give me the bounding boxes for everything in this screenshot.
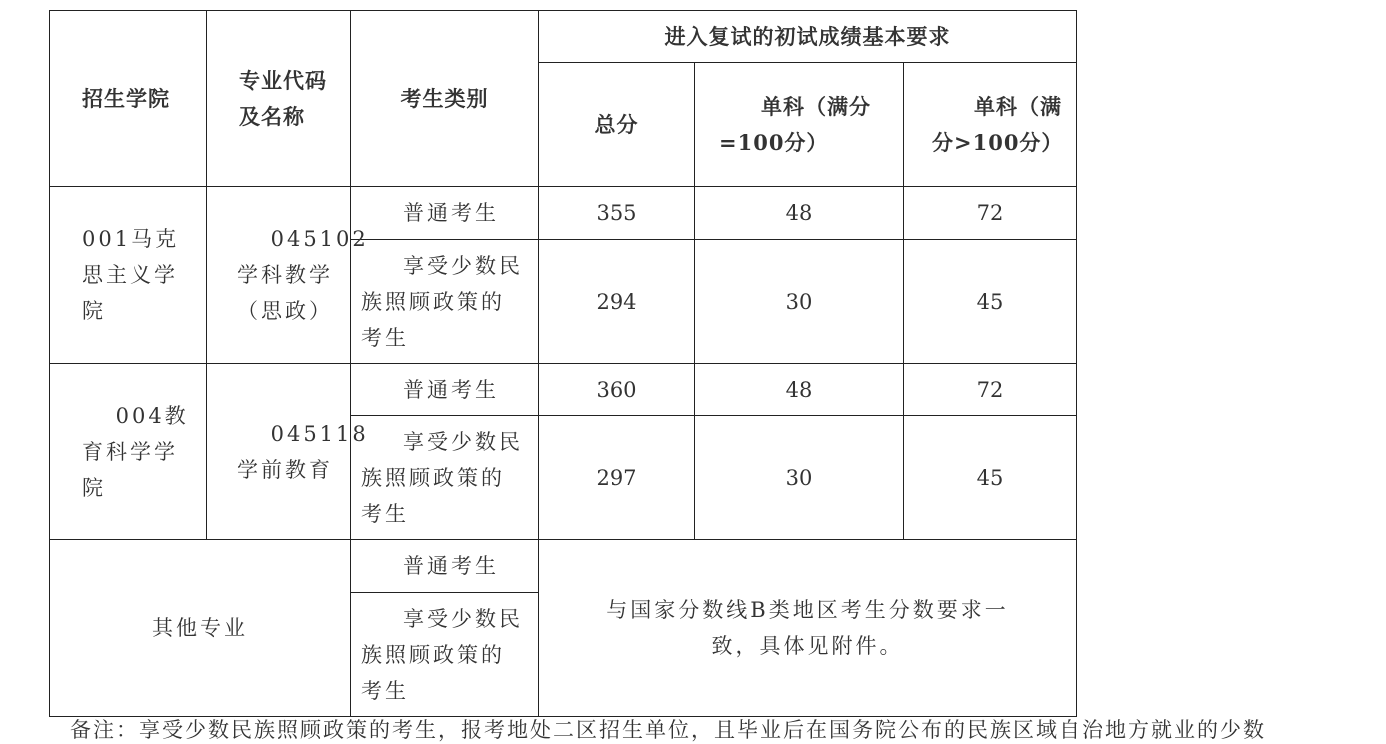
category-cell: 享受少数民族照顾政策的考生 xyxy=(351,416,539,540)
other-majors-cell: 其他专业 xyxy=(50,540,351,717)
single-over-100-cell: 72 xyxy=(904,364,1077,416)
category-cell: 享受少数民族照顾政策的考生 xyxy=(351,593,539,717)
category-cell: 普通考生 xyxy=(351,540,539,593)
category-cell: 享受少数民族照顾政策的考生 xyxy=(351,240,539,364)
total-score-cell: 360 xyxy=(539,364,695,416)
single-100-cell: 30 xyxy=(695,416,904,540)
header-category: 考生类别 xyxy=(351,11,539,187)
single-over-100-cell: 45 xyxy=(904,240,1077,364)
single-100-cell: 48 xyxy=(695,187,904,240)
header-single-100: 单科（满分=100分） xyxy=(695,63,904,187)
category-cell: 普通考生 xyxy=(351,364,539,416)
single-over-100-cell: 72 xyxy=(904,187,1077,240)
total-score-cell: 297 xyxy=(539,416,695,540)
total-score-cell: 355 xyxy=(539,187,695,240)
table-row xyxy=(50,187,1077,240)
major-cell: 045118学前教育 xyxy=(207,364,351,540)
admission-score-table xyxy=(49,10,1077,717)
table-row xyxy=(50,364,1077,416)
header-score-requirements: 进入复试的初试成绩基本要求 xyxy=(539,11,1077,63)
single-over-100-cell: 45 xyxy=(904,416,1077,540)
college-cell: 001马克思主义学院 xyxy=(50,187,207,364)
single-100-cell: 48 xyxy=(695,364,904,416)
header-major: 专业代码及名称 xyxy=(207,11,351,187)
header-single-over-100: 单科（满分>100分） xyxy=(904,63,1077,187)
single-100-cell: 30 xyxy=(695,240,904,364)
table-row xyxy=(50,540,1077,593)
total-score-cell: 294 xyxy=(539,240,695,364)
footnote: 备注：享受少数民族照顾政策的考生，报考地处二区招生单位，且毕业后在国务院公布的民族区域自治地方就业的少数 xyxy=(70,718,1266,742)
other-requirement-cell: 与国家分数线B类地区考生分数要求一致，具体见附件。 xyxy=(539,540,1077,717)
category-cell: 普通考生 xyxy=(351,187,539,240)
header-total-score: 总分 xyxy=(539,63,695,187)
college-cell: 004教育科学学院 xyxy=(50,364,207,540)
header-row-1 xyxy=(50,11,1077,63)
major-cell: 045102学科教学（思政） xyxy=(207,187,351,364)
header-college: 招生学院 xyxy=(50,11,207,187)
